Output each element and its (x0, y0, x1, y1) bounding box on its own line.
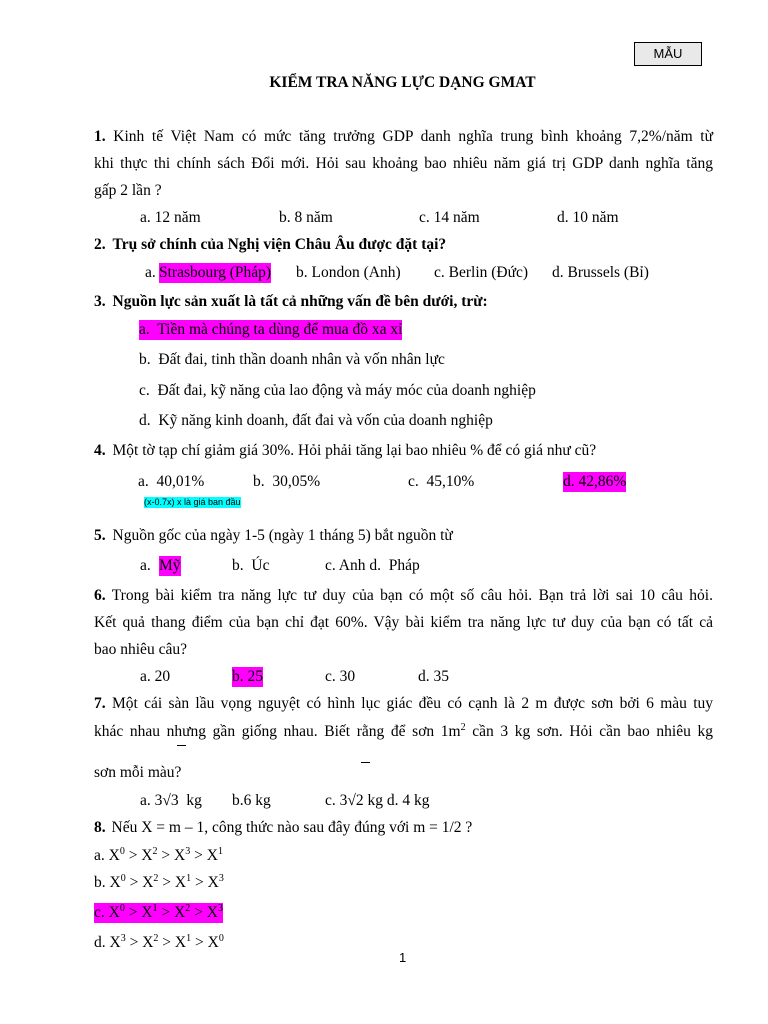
q8-b-exp3: 1 (186, 873, 192, 884)
q6-number: 6. (94, 587, 106, 604)
q7-option-cd: c. 3√2 kg d. 4 kg (325, 792, 430, 809)
q4-question (94, 441, 596, 461)
q8-a-exp1: 0 (119, 846, 125, 857)
q8-c-gt3: > (190, 904, 207, 921)
q8-c-exp2: 1 (152, 903, 158, 914)
q2-option-a: Strasbourg (Pháp) (159, 264, 272, 281)
q1-line-1 (94, 127, 713, 147)
q2-text: Trụ sở chính của Nghị viện Châu Âu được đặt tại? (112, 236, 447, 253)
q8-option-b (94, 873, 224, 893)
q6-option-b: b. 25 (232, 668, 263, 685)
q8-c-x1: X (108, 904, 120, 921)
q7-line-3: sơn mỗi màu? (94, 764, 182, 781)
q7-text-2a: khác nhau nhưng gần giống nhau. Biết rằng để sơn 1m (94, 723, 461, 740)
q8-b-exp2: 2 (153, 873, 159, 884)
q8-a-exp2: 2 (152, 846, 158, 857)
q8-question (94, 818, 472, 838)
q3-option-d: d. Kỹ năng kinh doanh, đất đai và vốn của doanh nghiệp (139, 412, 493, 429)
q1-option-a: a. 12 năm (140, 209, 201, 226)
q2-option-c: c. Berlin (Đức) (434, 264, 529, 281)
q5-number: 5. (94, 527, 106, 544)
q8-b-gt2: > (158, 874, 175, 891)
q2-question (94, 235, 446, 255)
q3-text: Nguồn lực sản xuất là tất cả những vấn đề bên dưới, trừ: (112, 293, 488, 310)
q7-overline-mark-2 (361, 762, 370, 763)
q7-option-a: a. 3√3 kg (140, 792, 202, 809)
q1-line-2: khi thực thi chính sách Đổi mới. Hỏi sau khoảng bao nhiêu năm giá trị GDP danh nghĩa tăng (94, 155, 713, 172)
q8-a-exp4: 1 (217, 846, 223, 857)
q4-note: (x-0.7x) x là giá ban đầu (144, 497, 241, 507)
q8-d-exp1: 3 (120, 933, 126, 944)
q4-option-b: b. 30,05% (253, 473, 321, 490)
q8-b-gt3: > (191, 874, 208, 891)
q5-question (94, 526, 453, 546)
q8-a-gt2: > (157, 847, 175, 864)
q7-overline-mark-1 (177, 745, 186, 746)
q8-c-x4: X (206, 904, 218, 921)
q8-d-x1: X (109, 934, 121, 951)
q3-option-b: b. Đất đai, tinh thần doanh nhân và vốn nhân lực (139, 351, 445, 368)
q8-d-exp3: 1 (186, 933, 192, 944)
q8-b-gt1: > (125, 874, 143, 891)
q1-option-c: c. 14 năm (419, 209, 480, 226)
q3-number: 3. (94, 293, 106, 310)
sample-badge: MẪU (634, 42, 702, 66)
q2-option-b: b. London (Anh) (296, 264, 401, 281)
q8-c-x2: X (141, 904, 153, 921)
q7-superscript: 2 (460, 722, 466, 733)
q6-line-2: Kết quả thang điểm của bạn chỉ đạt 60%. Vậy bài kiểm tra năng lực tư duy của bạn có tất cả (94, 614, 713, 631)
q5-option-a-prefix: a. (140, 557, 151, 574)
q8-c-exp1: 0 (119, 903, 125, 914)
q8-b-exp1: 0 (120, 873, 126, 884)
q8-d-gt1: > (125, 934, 143, 951)
q4-option-c: c. 45,10% (408, 473, 475, 490)
q4-option-d: d. 42,86% (563, 473, 627, 490)
q7-text-2b: cần 3 kg sơn. Hỏi cần bao nhiêu kg (465, 723, 713, 740)
q2-number: 2. (94, 236, 106, 253)
q6-option-d: d. 35 (418, 668, 449, 685)
q6-line-3: bao nhiêu câu? (94, 641, 187, 658)
q8-b-x3: X (174, 874, 187, 891)
q8-option-d (94, 933, 224, 953)
q8-d-x4: X (207, 934, 219, 951)
q8-c-x3: X (174, 904, 186, 921)
q1-option-d: d. 10 năm (557, 209, 619, 226)
q8-a-x1: X (108, 847, 120, 864)
q8-d-x3: X (174, 934, 187, 951)
q7-number: 7. (94, 695, 106, 712)
q5-option-b: b. Úc (232, 557, 270, 574)
q8-text: Nếu X = m – 1, công thức nào sau đây đúng với m = 1/2 ? (111, 819, 473, 836)
q8-d-exp4: 0 (218, 933, 224, 944)
q7-text-1: Một cái sàn lầu vọng nguyệt có hình lục giác đều có cạnh là 2 m được sơn bởi 6 màu tuy (111, 695, 713, 712)
q3-option-a: a. Tiền mà chúng ta dùng để mua đồ xa xỉ (139, 321, 403, 338)
q7-option-b: b.6 kg (232, 792, 271, 809)
q4-option-a: a. 40,01% (138, 473, 205, 490)
q8-b-exp4: 3 (218, 873, 224, 884)
q8-b-x4: X (207, 874, 219, 891)
q2-option-a-prefix: a. (145, 264, 156, 281)
q8-number: 8. (94, 819, 106, 836)
q8-d-prefix: d. (94, 934, 110, 951)
page-number: 1 (399, 950, 407, 965)
q8-a-x3: X (174, 847, 186, 864)
q5-text: Nguồn gốc của ngày 1-5 (ngày 1 tháng 5) bắt nguồn từ (112, 527, 453, 544)
q8-c-exp3: 2 (185, 903, 191, 914)
q1-text-1: Kinh tế Việt Nam có mức tăng trưởng GDP danh nghĩa trung bình khoảng 7,2%/năm từ (113, 128, 713, 145)
q5-option-cd: c. Anh d. Pháp (325, 557, 420, 574)
q8-a-x2: X (141, 847, 153, 864)
q8-a-gt1: > (124, 847, 142, 864)
q8-b-prefix: b. (94, 874, 110, 891)
q3-question (94, 292, 488, 312)
q4-number: 4. (94, 442, 106, 459)
q8-d-x2: X (142, 934, 154, 951)
q8-b-x1: X (109, 874, 121, 891)
q8-c-prefix: c. (94, 904, 109, 921)
q8-d-exp2: 2 (153, 933, 159, 944)
q8-a-prefix: a. (94, 847, 109, 864)
q7-line-2 (94, 722, 713, 742)
q8-d-gt3: > (191, 934, 208, 951)
q8-a-exp3: 3 (185, 846, 191, 857)
q8-d-gt2: > (158, 934, 175, 951)
q8-c-exp4: 3 (217, 903, 223, 914)
q8-a-gt3: > (190, 847, 207, 864)
q4-text: Một tờ tạp chí giảm giá 30%. Hỏi phải tăng lại bao nhiêu % để có giá như cũ? (112, 442, 597, 459)
q8-a-x4: X (206, 847, 218, 864)
q2-option-d: d. Brussels (Bỉ) (552, 264, 649, 281)
q6-option-a: a. 20 (140, 668, 171, 685)
q8-c-gt2: > (157, 904, 175, 921)
q1-line-3: gấp 2 lần ? (94, 182, 162, 199)
q6-option-c: c. 30 (325, 668, 356, 685)
q3-option-c: c. Đất đai, kỹ năng của lao động và máy móc của doanh nghiệp (139, 382, 536, 399)
q5-option-a: Mỹ (159, 557, 181, 574)
q8-option-c (94, 903, 223, 923)
q7-line-1 (94, 694, 713, 714)
q1-number: 1. (94, 128, 106, 145)
q8-b-x2: X (142, 874, 154, 891)
page-title: KIỂM TRA NĂNG LỰC DẠNG GMAT (269, 74, 536, 91)
q8-option-a (94, 846, 223, 866)
q1-option-b: b. 8 năm (279, 209, 333, 226)
q6-text-1: Trong bài kiểm tra năng lực tư duy của bạn có một số câu hỏi. Bạn trả lời sai 10 câu hỏi. (111, 587, 713, 604)
q8-c-gt1: > (124, 904, 142, 921)
q6-line-1 (94, 586, 713, 606)
